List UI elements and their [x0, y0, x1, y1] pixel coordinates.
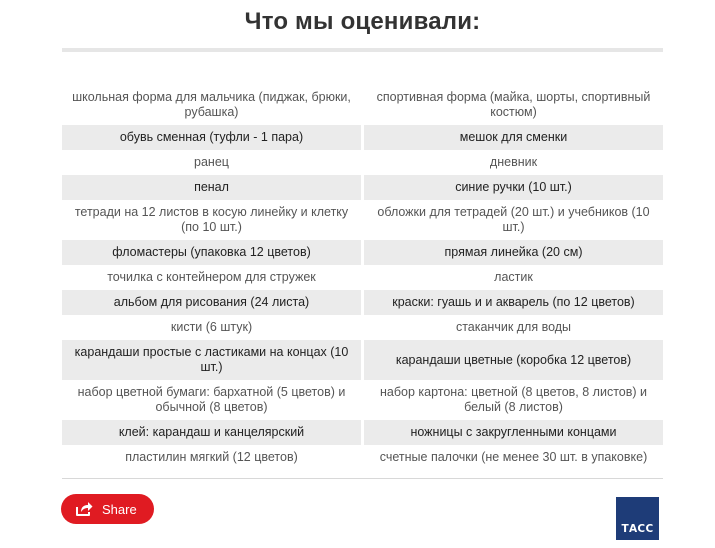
table-row — [62, 125, 663, 150]
table-row — [62, 175, 663, 200]
table-row — [62, 315, 663, 340]
table-cell-right: обложки для тетрадей (20 шт.) и учебников (10 шт.) — [377, 205, 650, 234]
table-cell-right: карандаши цветные (коробка 12 цветов) — [364, 340, 663, 380]
table-cell-left: набор цветной бумаги: бархатной (5 цветов) и обычной (8 цветов) — [77, 385, 346, 414]
title-divider — [62, 48, 663, 52]
table-cell-right: синие ручки (10 шт.) — [364, 175, 663, 200]
table-cell-right: краски: гуашь и и акварель (по 12 цветов) — [364, 290, 663, 315]
table-row — [62, 380, 663, 420]
table-row — [62, 150, 663, 175]
page-title: Что мы оценивали: — [244, 8, 481, 35]
table-cell-left: пластилин мягкий (12 цветов) — [125, 450, 298, 464]
table-cell-right: мешок для сменки — [364, 125, 663, 150]
table-row — [62, 445, 663, 470]
table-cell-right: прямая линейка (20 см) — [364, 240, 663, 265]
share-icon — [75, 501, 93, 517]
table-cell-left: фломастеры (упаковка 12 цветов) — [62, 240, 361, 265]
table-row — [62, 240, 663, 265]
table-row — [62, 290, 663, 315]
table-cell-left: карандаши простые с ластиками на концах (10 шт.) — [62, 340, 361, 380]
table-row — [62, 420, 663, 445]
table-cell-left: школьная форма для мальчика (пиджак, брюки, рубашка) — [72, 90, 351, 119]
table-row — [62, 265, 663, 290]
table-row — [62, 200, 663, 240]
share-button[interactable] — [61, 494, 154, 524]
table-bottom-divider — [62, 478, 663, 479]
table-cell-right: набор картона: цветной (8 цветов, 8 листов) и белый (8 листов) — [380, 385, 647, 414]
table-row — [62, 340, 663, 380]
table-cell-left: точилка с контейнером для стружек — [107, 270, 316, 284]
table-cell-right: ластик — [494, 270, 533, 284]
table-cell-left: обувь сменная (туфли - 1 пара) — [62, 125, 361, 150]
table-cell-right: спортивная форма (майка, шорты, спортивный костюм) — [376, 90, 651, 119]
table-cell-left: альбом для рисования (24 листа) — [62, 290, 361, 315]
items-table — [62, 85, 663, 470]
tass-logo[interactable] — [616, 497, 659, 540]
table-cell-left: пенал — [62, 175, 361, 200]
tass-logo-text: ТАСС — [621, 523, 654, 535]
table-cell-right: дневник — [489, 155, 538, 169]
share-label: Share — [102, 501, 137, 517]
table-cell-left: клей: карандаш и канцелярский — [62, 420, 361, 445]
table-cell-left: тетради на 12 листов в косую линейку и клетку (по 10 шт.) — [74, 205, 349, 234]
table-cell-left: ранец — [194, 155, 229, 169]
table-cell-right: ножницы с закругленными концами — [364, 420, 663, 445]
table-cell-left: кисти (6 штук) — [170, 320, 253, 334]
table-cell-right: счетные палочки (не менее 30 шт. в упаковке) — [379, 450, 648, 464]
table-cell-right: стаканчик для воды — [455, 320, 572, 334]
table-row — [62, 85, 663, 125]
